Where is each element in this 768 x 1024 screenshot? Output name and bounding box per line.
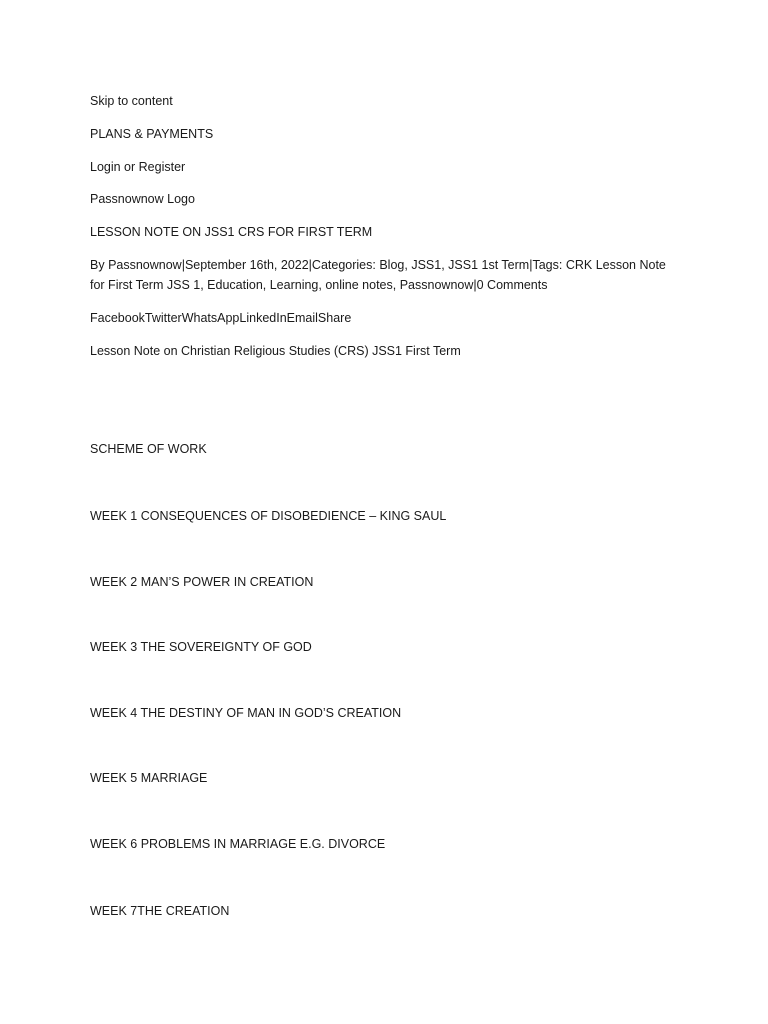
meta-separator: | [529,258,533,272]
login-register-link[interactable]: Login or Register [90,160,186,174]
week-item: WEEK 2 MAN’S POWER IN CREATION [90,575,314,589]
site-logo[interactable]: Passnownow Logo [90,192,195,206]
week-item: WEEK 6 PROBLEMS IN MARRIAGE E.G. DIVORCE [90,837,386,851]
tag-link-online-notes[interactable]: online notes [325,277,393,292]
tag-link-learning[interactable]: Learning [269,277,319,292]
meta-by-prefix: By [90,258,109,272]
share-email-link[interactable]: Email [286,311,318,325]
comments-link[interactable]: 0 Comments [476,277,548,292]
category-link-jss1-1st-term[interactable]: JSS1 1st Term [448,258,530,272]
article-title: LESSON NOTE ON JSS1 CRS FOR FIRST TERM [90,225,373,239]
skip-to-content-link[interactable]: Skip to content [90,94,173,108]
tag-link-passnownow[interactable]: Passnownow [399,277,474,292]
meta-separator: | [181,258,185,272]
share-linkedin-link[interactable]: LinkedIn [239,311,287,325]
category-link-jss1[interactable]: JSS1 [411,258,442,272]
week-item: WEEK 1 CONSEQUENCES OF DISOBEDIENCE – KING SAUL [90,509,447,523]
share-facebook-link[interactable]: Facebook [90,311,145,325]
meta-author-link[interactable]: Passnownow [108,258,182,272]
meta-date: September 16th, 2022 [184,258,309,272]
meta-categories-prefix: Categories: [311,258,380,272]
share-bar [90,309,351,329]
week-item: WEEK 5 MARRIAGE [90,771,208,785]
week-item: WEEK 7THE CREATION [90,904,230,918]
share-whatsapp-link[interactable]: WhatsApp [181,311,240,325]
article-meta: By Passnownow|September 16th, 2022|Categories: Blog, JSS1, JSS1 1st Term|Tags: CRK Lesson Note for First Term JSS 1, Education, Learning, online notes, Passnownow|0 Comments [90,258,666,292]
share-more-button[interactable]: Share [317,311,352,325]
meta-tags-prefix: Tags: [532,258,566,272]
week-item: WEEK 3 THE SOVEREIGNTY OF GOD [90,640,312,654]
category-link-blog[interactable]: Blog [379,258,405,272]
week-item: WEEK 4 THE DESTINY OF MAN IN GOD’S CREATION [90,706,402,720]
share-twitter-link[interactable]: Twitter [144,311,182,325]
meta-separator: | [308,258,312,272]
scheme-of-work-heading: SCHEME OF WORK [90,442,207,456]
plans-payments-link[interactable]: PLANS & PAYMENTS [90,127,214,141]
meta-separator: | [473,277,477,292]
article-subtitle: Lesson Note on Christian Religious Studies (CRS) JSS1 First Term [90,344,461,358]
tag-link-education[interactable]: Education [207,277,263,292]
tag-link-crk-lesson-note[interactable]: CRK Lesson Note for First Term JSS 1 [90,258,666,292]
